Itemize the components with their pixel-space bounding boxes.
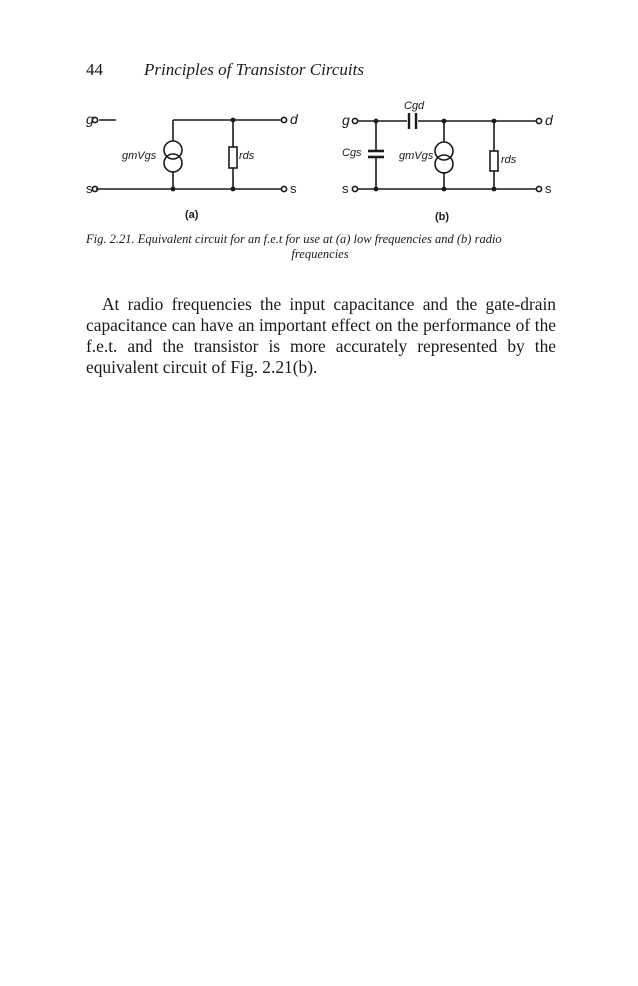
gate-label-a: g (86, 111, 94, 127)
circuit-diagrams (86, 95, 556, 235)
drain-label-a: d (290, 111, 298, 127)
caption-line-1: Fig. 2.21. Equivalent circuit for an f.e.t for use at (a) low frequencies and (b) radio (86, 232, 502, 246)
cgd-label: Cgd (404, 100, 425, 112)
source-left-terminal-a (92, 186, 97, 191)
resistor-label-b: rds (501, 154, 517, 166)
source-left-label-a: s (86, 181, 93, 196)
sublabel-b: (b) (435, 211, 450, 223)
resistor-a (229, 147, 237, 168)
body-text (86, 294, 556, 378)
drain-terminal-b (536, 118, 541, 123)
drain-terminal-a (281, 117, 286, 122)
cgs-label: Cgs (342, 147, 362, 159)
junction-dots-b (374, 119, 497, 192)
current-source-b (435, 142, 453, 173)
source-left-label-b: s (342, 181, 349, 196)
body-paragraph: At radio frequencies the input capacitance and the gate-drain capacitance can have an important effect on the performance of the f.e.t. and the transistor is more accurately represented by the equivalent circuit of Fig. 2.21(b). (86, 294, 556, 377)
page-header (86, 60, 364, 80)
figure-2-21 (86, 95, 556, 255)
drain-label-b: d (545, 112, 553, 128)
running-title: Principles of Transistor Circuits (144, 60, 364, 79)
cgs-capacitor (368, 151, 384, 157)
caption-line-2: frequencies (291, 247, 349, 261)
source-right-label-b: s (545, 181, 552, 196)
source-right-terminal-a (281, 186, 286, 191)
source-right-label-a: s (290, 181, 297, 196)
current-source-label-a: gmVgs (122, 150, 157, 162)
current-source-label-b: gmVgs (399, 150, 434, 162)
source-left-terminal-b (352, 186, 357, 191)
page-number: 44 (86, 60, 103, 79)
figure-caption (86, 232, 554, 262)
cgd-capacitor (409, 113, 416, 129)
gate-terminal-b (352, 118, 357, 123)
sublabel-a: (a) (185, 209, 199, 221)
resistor-label-a: rds (239, 150, 255, 162)
current-source-a (164, 141, 182, 172)
gate-label-b: g (342, 112, 350, 128)
source-right-terminal-b (536, 186, 541, 191)
resistor-b (490, 151, 498, 171)
